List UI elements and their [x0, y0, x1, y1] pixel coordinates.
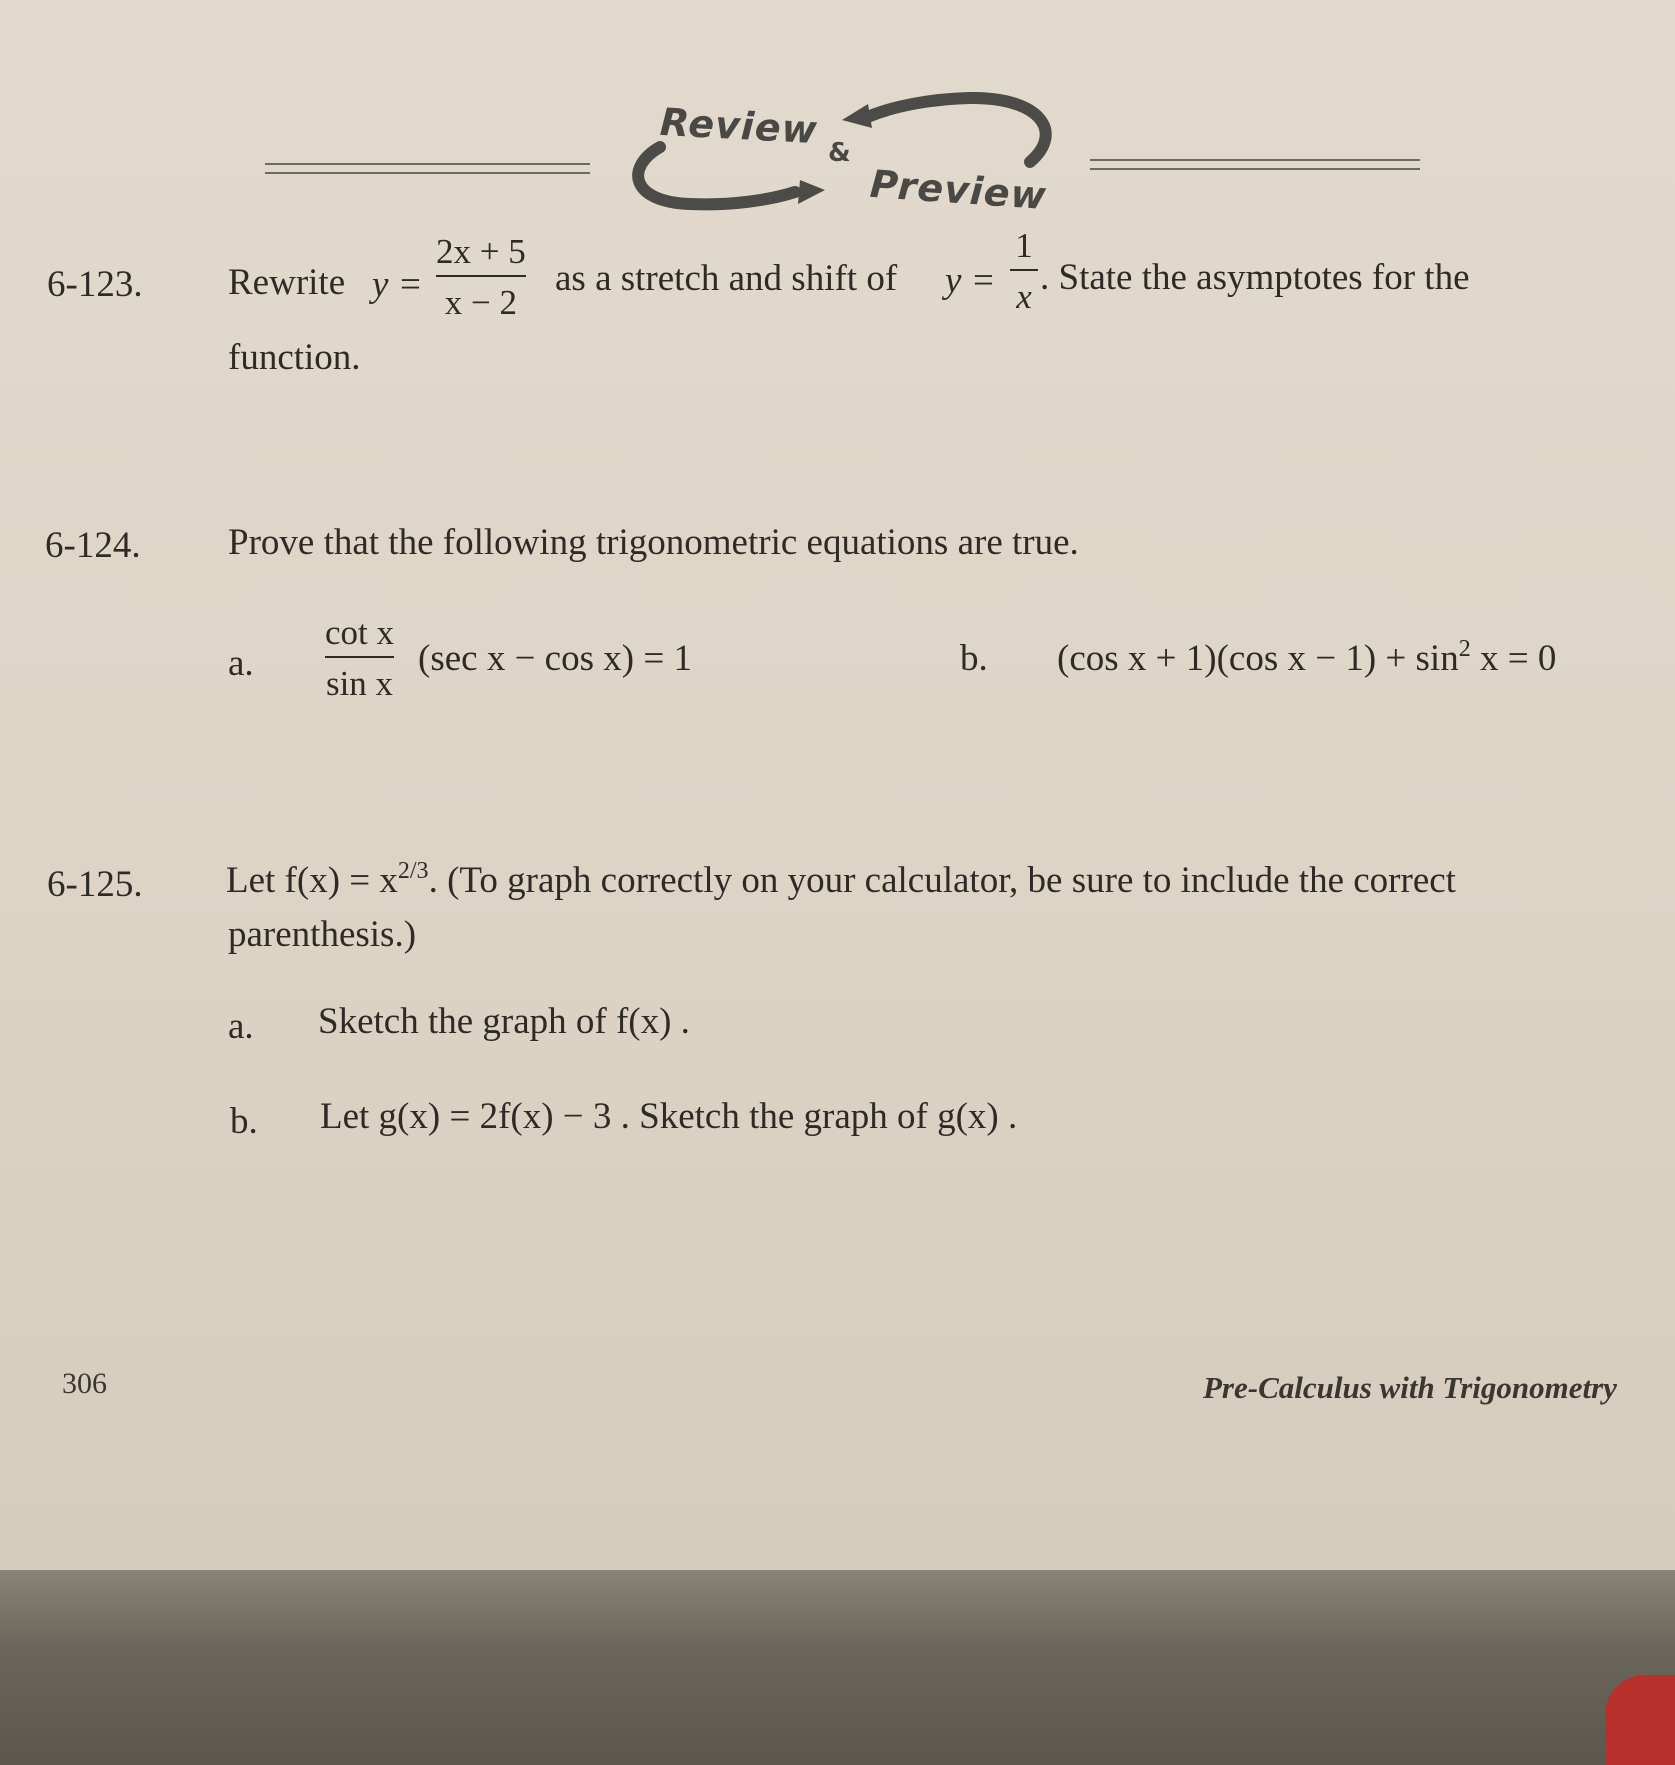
problem-text: . State the asymptotes for the	[1040, 257, 1470, 298]
fraction-numerator: 1	[1015, 226, 1033, 265]
problem-text: as a stretch and shift of	[555, 258, 898, 299]
red-object	[1605, 1675, 1675, 1765]
fraction-numerator: 2x + 5	[436, 232, 526, 271]
fraction-numerator: cot x	[325, 613, 395, 652]
part-label: a.	[228, 1006, 254, 1047]
math-expression: (cos x + 1)(cos $x - 1) + \sin^2 x = 0$	[1057, 636, 1557, 679]
part-text: Let g(x) = 2f(x) − 3 . Sketch the graph of g(x) .	[320, 1096, 1018, 1137]
header-rule-left	[265, 163, 590, 174]
math-lhs: y =	[945, 260, 996, 301]
background-fabric	[0, 1570, 1675, 1765]
fraction-reciprocal	[1010, 228, 1038, 314]
problem-text-continued: parenthesis.)	[228, 914, 417, 955]
problem-text-continued: function.	[228, 337, 361, 378]
fraction-denominator: x − 2	[444, 283, 517, 322]
header-rule-right	[1090, 159, 1420, 170]
fraction-trig	[325, 615, 394, 701]
page-number: 306	[62, 1367, 107, 1400]
fraction-rational	[436, 234, 526, 320]
problem-text: Prove that the following trigonometric equations are true.	[228, 522, 1079, 563]
preview-word: Preview	[868, 161, 1049, 219]
math-expression: (sec x − cos x) = 1	[418, 638, 692, 679]
math-lhs: y =	[372, 264, 423, 305]
part-text: Sketch the graph of f(x) .	[318, 1001, 690, 1042]
book-title: Pre-Calculus with Trigonometry	[1203, 1370, 1617, 1405]
fraction-denominator: x	[1016, 277, 1032, 316]
problem-number: 6-123.	[47, 264, 143, 305]
problem-text: Let $f(x) = x^{2/3}$. (To graph correctly on your calculator, be sure to include the correct	[226, 858, 1456, 901]
problem-number: 6-125.	[47, 864, 143, 905]
fraction-denominator: sin x	[325, 664, 394, 703]
problem-text: Rewrite	[228, 262, 346, 303]
problem-number: 6-124.	[45, 525, 141, 566]
ampersand: &	[828, 138, 851, 168]
part-label: a.	[228, 643, 254, 684]
review-word: Review	[658, 99, 819, 153]
part-label: b.	[960, 638, 988, 679]
part-label: b.	[230, 1101, 258, 1142]
